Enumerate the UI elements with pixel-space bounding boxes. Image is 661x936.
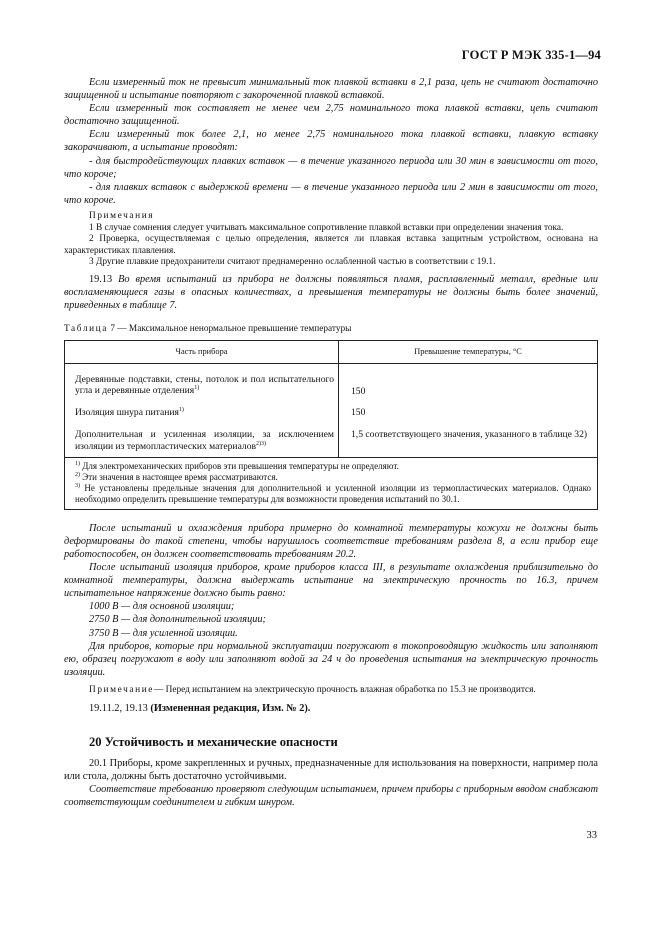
paragraph: После испытаний изоляция приборов, кроме приборов класса III, в результате охлаждения приблизительно до комнатной температуры, должна выдержать испытание на электрическую прочность по 16.3, причем испытательное напряжение должно быть равно: (64, 562, 598, 600)
table-footnote: $^{2)}$ Эти значения в настоящее время рассматриваются. (75, 471, 278, 482)
table-header-part: Часть прибора (65, 340, 339, 363)
clause-text: Во время испытаний из прибора не должны появляться пламя, расплавленный металл, вредные или воспламеняющиеся газы в опасных количествах, а превышения температуры не должны быть более значений, приведенных в таблице 7. (64, 273, 598, 312)
clause-20-1: 20.1 Приборы, кроме закрепленных и ручных, предназначенные для использования на поверхности, например пола или стола, должны быть достаточно устойчивыми. (64, 757, 598, 782)
document-header: ГОСТ Р МЭК 335-1—94 (461, 48, 601, 62)
table-caption-text: 7 — Максимальное ненормальное превышение температуры (110, 324, 352, 335)
table-cell-part: Дополнительная и усиленная изоляции, за исключением изоляции из термопластических материалов$^{2)3)}$ (65, 421, 339, 457)
list-item: - для быстродействующих плавких вставок — в течение указанного периода или 30 мин в зависимости от того, что короче; (64, 155, 598, 180)
clause-19-13 (64, 273, 598, 312)
notes-title: Примечания (89, 210, 155, 221)
amendment-refs: 19.11.2, 19.13 (89, 703, 148, 715)
section-20-title: 20 Устойчивость и механические опасности (89, 734, 338, 749)
table-cell-part: Деревянные подставки, стены, потолок и пол испытательного угла и деревянные отделения$^{1)}$ (65, 363, 339, 399)
document-body (64, 76, 598, 809)
page-number: 33 (586, 830, 597, 841)
note-item: 2 Проверка, осуществляемая с целью определения, является ли плавкая вставка защитным устройством, основана на характеристиках плавления. (64, 234, 598, 256)
paragraph: Если измеренный ток не превысит минимальный ток плавкой вставки в 2,1 раза, цепь не считают достаточно защищенной и испытание повторяют с закороченной плавкой вставкой. (64, 77, 598, 102)
paragraph: Для приборов, которые при нормальной эксплуатации погружают в токопроводящую жидкость или заполняют ею, образец погружают в воду или заполняют водой за 24 ч до проведения испытания на электрическую прочность изоляции. (64, 640, 598, 678)
note-2 (64, 685, 598, 697)
list-item: - для плавких вставок с выдержкой времени — в течение указанного периода или 2 мин в зависимости от того, что короче. (64, 181, 598, 206)
voltage-item: 1000 В — для основной изоляции; (89, 601, 235, 613)
paragraph: Если измеренный ток составляет не менее чем 2,75 номинального тока плавкой вставки, цепь считают достаточно защищенной. (64, 103, 598, 128)
table-label: Таблица (64, 324, 108, 335)
table-row (65, 363, 598, 399)
table-footnote: $^{1)}$ Для электромеханических приборов эти превышения температуры не определяют. (75, 460, 399, 471)
note-item: 3 Другие плавкие предохранители считают преднамеренно ослабленной частью в соответствии с 19.1. (89, 257, 496, 268)
table-footnote: $^{3)}$ Не установлены предельные значения для дополнительной и усиленной изоляции из термопластических материалов. Однако необходимо определить превышение температуры для возможности проведения испытаний по 30.1. (75, 482, 592, 504)
table-cell-value: 150 (339, 363, 598, 399)
table-footnotes (64, 458, 598, 510)
amendment-line (64, 702, 598, 715)
clause-number: 19.13 (89, 273, 113, 285)
table-7 (64, 340, 598, 458)
table-cell-value: 150 (339, 399, 598, 421)
amendment-text: (Измененная редакция, Изм. № 2). (150, 703, 311, 715)
table-header-temp: Превышение температуры, °С (339, 340, 598, 363)
table-cell-value: 1,5 соответствующего значения, указанного в таблице 32) (339, 421, 598, 457)
voltage-item: 2750 В — для дополнительной изоляции; (89, 614, 266, 626)
note-text: — Перед испытанием на электрическую прочность влажная обработка по 15.3 не производится. (154, 684, 536, 695)
table-caption (64, 324, 598, 336)
table-row (65, 399, 598, 421)
note-label: Примечание (89, 684, 154, 695)
table-row (65, 421, 598, 457)
paragraph: Если измеренный ток более 2,1, но менее 2,75 номинального тока плавкой вставки, плавкую вставку закорачивают, а испытание проводят: (64, 129, 598, 154)
paragraph: После испытаний и охлаждения прибора примерно до комнатной температуры кожухи не должны быть деформированы до такой степени, чтобы нарушилось соответствие требованиям раздела 8, а если прибор еще работоспособен, он должен соответствовать требованиям 20.2. (64, 522, 598, 560)
voltage-item: 3750 В — для усиленной изоляции. (89, 627, 238, 639)
note-item: 1 В случае сомнения следует учитывать максимальное сопротивление плавкой вставки при определении значения тока. (89, 222, 564, 233)
paragraph: Соответствие требованию проверяют следующим испытанием, причем приборы с приборным вводом снабжают соответствующим соединителем и гибким шнуром. (64, 783, 598, 808)
table-cell-part: Изоляция шнура питания$^{1)}$ (65, 399, 339, 421)
